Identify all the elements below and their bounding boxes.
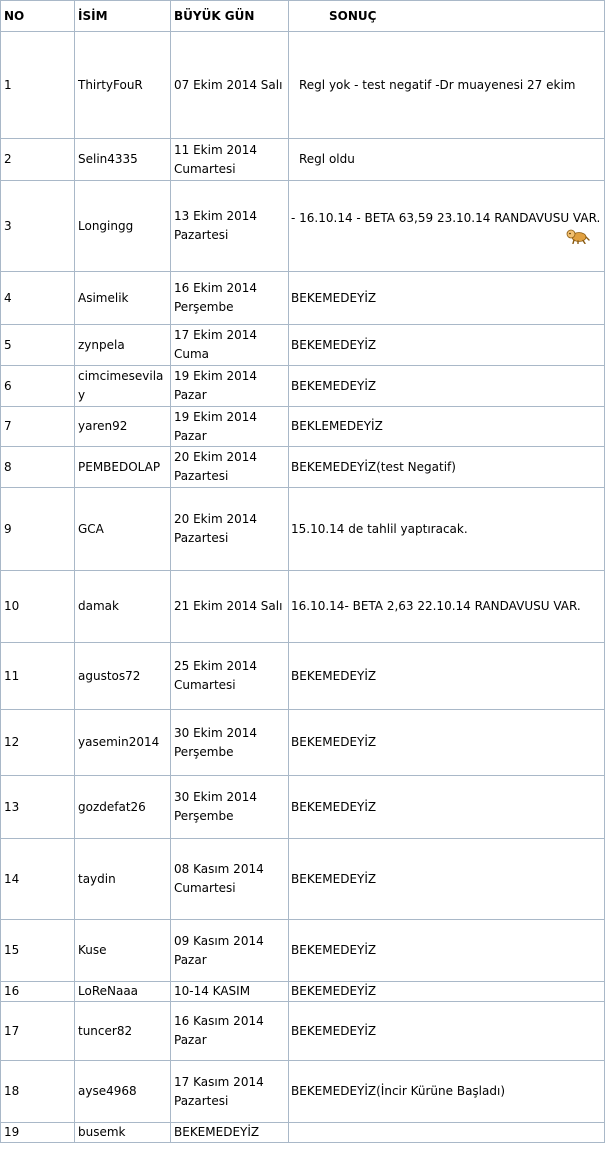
table-row <box>1 447 605 488</box>
cell-no: 6 <box>1 366 75 407</box>
cell-no: 2 <box>1 139 75 181</box>
cell-no: 12 <box>1 710 75 776</box>
table-row <box>1 181 605 272</box>
cell-result: 15.10.14 de tahlil yaptıracak. <box>289 488 605 571</box>
cell-no: 5 <box>1 325 75 366</box>
table-row <box>1 366 605 407</box>
cell-date: 16 Ekim 2014 Perşembe <box>171 272 289 325</box>
table-row <box>1 982 605 1002</box>
cell-result: BEKEMEDEYİZ <box>289 839 605 920</box>
cell-date: 17 Kasım 2014 Pazartesi <box>171 1061 289 1123</box>
cell-name: Asimelik <box>75 272 171 325</box>
cell-no: 11 <box>1 643 75 710</box>
cell-no: 4 <box>1 272 75 325</box>
table-row <box>1 272 605 325</box>
cell-name: cimcimesevilay <box>75 366 171 407</box>
cell-name: PEMBEDOLAP <box>75 447 171 488</box>
table-row <box>1 643 605 710</box>
cell-date: 17 Ekim 2014 Cuma <box>171 325 289 366</box>
cell-result: BEKEMEDEYİZ <box>289 325 605 366</box>
cell-no: 7 <box>1 407 75 447</box>
cell-date: 20 Ekim 2014 Pazartesi <box>171 488 289 571</box>
cell-date: 08 Kasım 2014 Cumartesi <box>171 839 289 920</box>
cell-name: tuncer82 <box>75 1002 171 1061</box>
cell-result <box>289 181 605 272</box>
cell-date: 19 Ekim 2014 Pazar <box>171 366 289 407</box>
table-row <box>1 920 605 982</box>
cell-date: 20 Ekim 2014 Pazartesi <box>171 447 289 488</box>
cell-date: 19 Ekim 2014 Pazar <box>171 407 289 447</box>
table-row <box>1 1123 605 1143</box>
cell-no: 14 <box>1 839 75 920</box>
cell-result: BEKEMEDEYİZ <box>289 982 605 1002</box>
cell-name: busemk <box>75 1123 171 1143</box>
cell-result: BEKEMEDEYİZ <box>289 710 605 776</box>
cell-no: 8 <box>1 447 75 488</box>
header-date: BÜYÜK GÜN <box>171 1 289 32</box>
cell-result: BEKEMEDEYİZ <box>289 776 605 839</box>
table-row <box>1 325 605 366</box>
table-row <box>1 32 605 139</box>
cell-date: 16 Kasım 2014 Pazar <box>171 1002 289 1061</box>
cell-result: BEKEMEDEYİZ <box>289 920 605 982</box>
cell-date: 10-14 KASIM <box>171 982 289 1002</box>
cell-name: ayse4968 <box>75 1061 171 1123</box>
table-row <box>1 776 605 839</box>
cell-result: BEKEMEDEYİZ <box>289 272 605 325</box>
cell-result: BEKLEMEDEYİZ <box>289 407 605 447</box>
header-row <box>1 1 605 32</box>
cell-date: 21 Ekim 2014 Salı <box>171 571 289 643</box>
table-row <box>1 1061 605 1123</box>
cell-name: GCA <box>75 488 171 571</box>
cell-no: 15 <box>1 920 75 982</box>
cell-result: Regl oldu <box>289 139 605 181</box>
cell-result <box>289 1123 605 1143</box>
cell-name: gozdefat26 <box>75 776 171 839</box>
cell-name: LoReNaaa <box>75 982 171 1002</box>
cell-name: yasemin2014 <box>75 710 171 776</box>
cell-result: BEKEMEDEYİZ(İncir Kürüne Başladı) <box>289 1061 605 1123</box>
cell-no: 1 <box>1 32 75 139</box>
cell-no: 10 <box>1 571 75 643</box>
cell-date: 11 Ekim 2014 Cumartesi <box>171 139 289 181</box>
header-name: İSİM <box>75 1 171 32</box>
table-row <box>1 839 605 920</box>
cell-date: 09 Kasım 2014 Pazar <box>171 920 289 982</box>
emoji-container <box>291 228 604 244</box>
cell-date: 30 Ekim 2014 Perşembe <box>171 776 289 839</box>
cell-no: 16 <box>1 982 75 1002</box>
table-row <box>1 571 605 643</box>
cell-result: BEKEMEDEYİZ(test Negatif) <box>289 447 605 488</box>
cell-date: 07 Ekim 2014 Salı <box>171 32 289 139</box>
table-row <box>1 139 605 181</box>
table-row <box>1 407 605 447</box>
cell-no: 13 <box>1 776 75 839</box>
cell-no: 19 <box>1 1123 75 1143</box>
cell-result: 16.10.14- BETA 2,63 22.10.14 RANDAVUSU VAR. <box>289 571 605 643</box>
cell-name: damak <box>75 571 171 643</box>
cell-name: Kuse <box>75 920 171 982</box>
cell-result-text: - 16.10.14 - BETA 63,59 23.10.14 RANDAVUSU VAR. <box>291 210 601 225</box>
header-result: SONUÇ <box>289 1 605 32</box>
cell-name: yaren92 <box>75 407 171 447</box>
cell-no: 18 <box>1 1061 75 1123</box>
cell-result: BEKEMEDEYİZ <box>289 366 605 407</box>
table-row <box>1 488 605 571</box>
cell-name: Selin4335 <box>75 139 171 181</box>
baby-crawling-icon <box>566 228 590 244</box>
cell-result: Regl yok - test negatif -Dr muayenesi 27 ekim <box>289 32 605 139</box>
cell-name: zynpela <box>75 325 171 366</box>
cell-result: BEKEMEDEYİZ <box>289 1002 605 1061</box>
table-row <box>1 710 605 776</box>
cell-date: BEKEMEDEYİZ <box>171 1123 289 1143</box>
cell-date: 30 Ekim 2014 Perşembe <box>171 710 289 776</box>
cell-name: taydin <box>75 839 171 920</box>
cell-no: 17 <box>1 1002 75 1061</box>
table-row <box>1 1002 605 1061</box>
cell-name: agustos72 <box>75 643 171 710</box>
cell-name: ThirtyFouR <box>75 32 171 139</box>
cell-result: BEKEMEDEYİZ <box>289 643 605 710</box>
cell-no: 3 <box>1 181 75 272</box>
cell-date: 13 Ekim 2014 Pazartesi <box>171 181 289 272</box>
cell-name: Longingg <box>75 181 171 272</box>
cell-no: 9 <box>1 488 75 571</box>
header-no: NO <box>1 1 75 32</box>
cell-date: 25 Ekim 2014 Cumartesi <box>171 643 289 710</box>
